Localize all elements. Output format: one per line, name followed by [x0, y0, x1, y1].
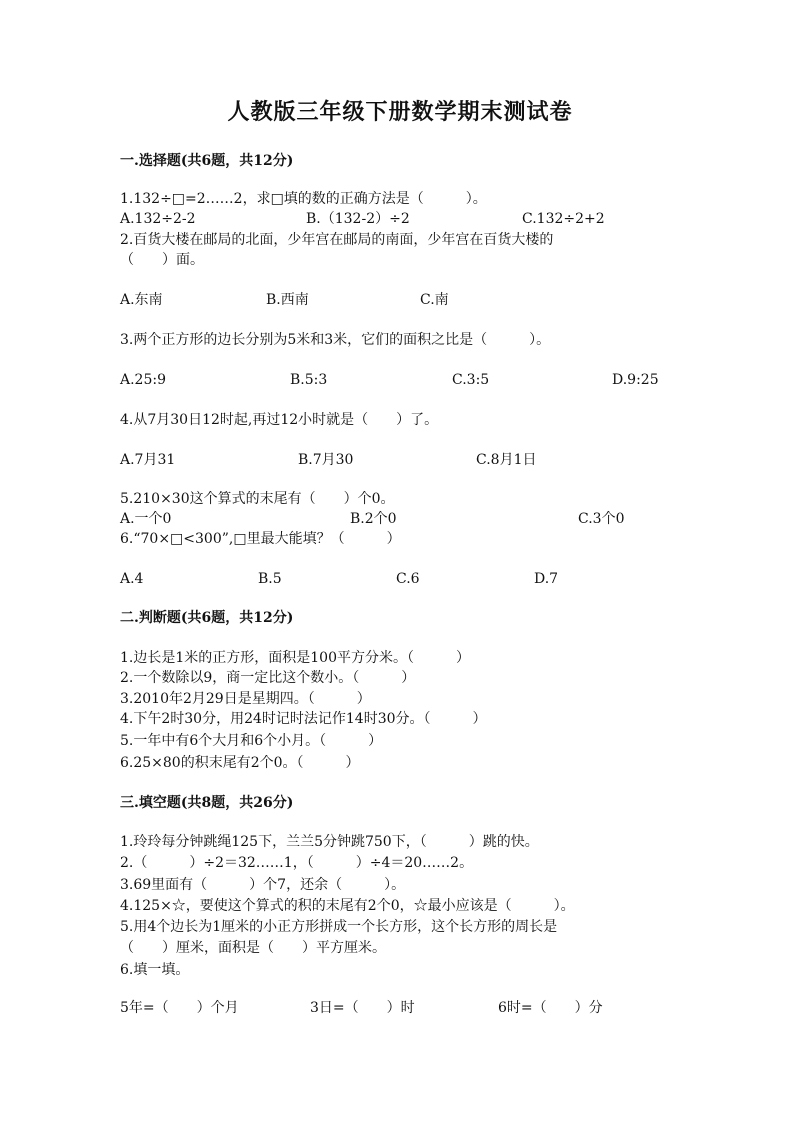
section-heading-fill: 三.填空题(共8题，共26分) [120, 795, 294, 811]
judge-item-1: 1.边长是1米的正方形，面积是100平方分米。（ ） [120, 650, 470, 666]
question-4-option-c: C.8月1日 [476, 452, 537, 468]
question-3-stem: 3.两个正方形的边长分别为5米和3米，它们的面积之比是（ ）。 [120, 332, 551, 348]
fill-item-4: 4.125×☆，要使这个算式的积的末尾有2个0，☆最小应该是（ ）。 [120, 898, 575, 914]
judge-item-4: 4.下午2时30分，用24时记时法记作14时30分。（ ） [120, 711, 487, 727]
question-6-stem: 6.“70×□<300”,□里最大能填？（ ） [120, 531, 401, 547]
question-3-option-d: D.9:25 [612, 372, 659, 388]
page-title: 人教版三年级下册数学期末测试卷 [227, 99, 573, 125]
question-1-option-c: C.132÷2+2 [522, 211, 605, 227]
question-2-option-a: A.东南 [120, 292, 163, 308]
fill-item-3: 3.69里面有（ ）个7，还余（ ）。 [120, 877, 406, 893]
fill-item-2: 2.（ ）÷2＝32……1，（ ）÷4＝20……2。 [120, 855, 474, 871]
question-5-stem: 5.210×30这个算式的末尾有（ ）个0。 [120, 491, 395, 507]
question-1-option-b: B.（132-2）÷2 [306, 211, 410, 227]
question-5-option-b: B.2个0 [350, 511, 397, 527]
question-6-option-a: A.4 [120, 571, 144, 587]
question-3-option-a: A.25:9 [120, 372, 166, 388]
question-4-option-b: B.7月30 [298, 452, 354, 468]
judge-item-2: 2.一个数除以9，商一定比这个数小。（ ） [120, 670, 416, 686]
question-5-option-c: C.3个0 [578, 511, 625, 527]
fill-item-5-line2: （ ）厘米，面积是（ ）平方厘米。 [120, 940, 386, 956]
question-4-option-a: A.7月31 [120, 452, 176, 468]
question-6-option-b: B.5 [258, 571, 282, 587]
question-6-option-d: D.7 [534, 571, 559, 587]
fill-item-5-line1: 5.用4个边长为1厘米的小正方形拼成一个长方形，这个长方形的周长是 [120, 919, 558, 935]
question-2-option-c: C.南 [420, 292, 449, 308]
section-heading-choice: 一.选择题(共6题，共12分) [120, 153, 294, 169]
question-1-option-a: A.132÷2-2 [120, 211, 196, 227]
question-3-option-b: B.5:3 [290, 372, 328, 388]
fill-blank-years: 5年=（ ）个月 [120, 1000, 239, 1016]
fill-item-1: 1.玲玲每分钟跳绳125下，兰兰5分钟跳750下，（ ）跳的快。 [120, 834, 539, 850]
question-3-option-c: C.3:5 [452, 372, 490, 388]
question-1-stem: 1.132÷□=2……2，求□填的数的正确方法是（ ）。 [120, 191, 487, 207]
question-2-stem-line2: （ ）面。 [120, 252, 204, 268]
judge-item-5: 5.一年中有6个大月和6个小月。（ ） [120, 733, 383, 749]
question-6-option-c: C.6 [396, 571, 420, 587]
question-4-stem: 4.从7月30日12时起,再过12小时就是（ ）了。 [120, 412, 439, 428]
fill-blank-hours: 6时=（ ）分 [498, 1000, 603, 1016]
question-2-stem-line1: 2.百货大楼在邮局的北面，少年宫在邮局的南面，少年宫在百货大楼的 [120, 232, 554, 248]
fill-blank-days: 3日=（ ）时 [310, 1000, 415, 1016]
judge-item-3: 3.2010年2月29日是星期四。（ ） [120, 691, 371, 707]
section-heading-judge: 二.判断题(共6题，共12分) [120, 610, 294, 626]
question-2-option-b: B.西南 [266, 292, 309, 308]
judge-item-6: 6.25×80的积末尾有2个0。（ ） [120, 755, 360, 771]
question-5-option-a: A.一个0 [120, 511, 172, 527]
fill-item-6: 6.填一填。 [120, 962, 190, 978]
